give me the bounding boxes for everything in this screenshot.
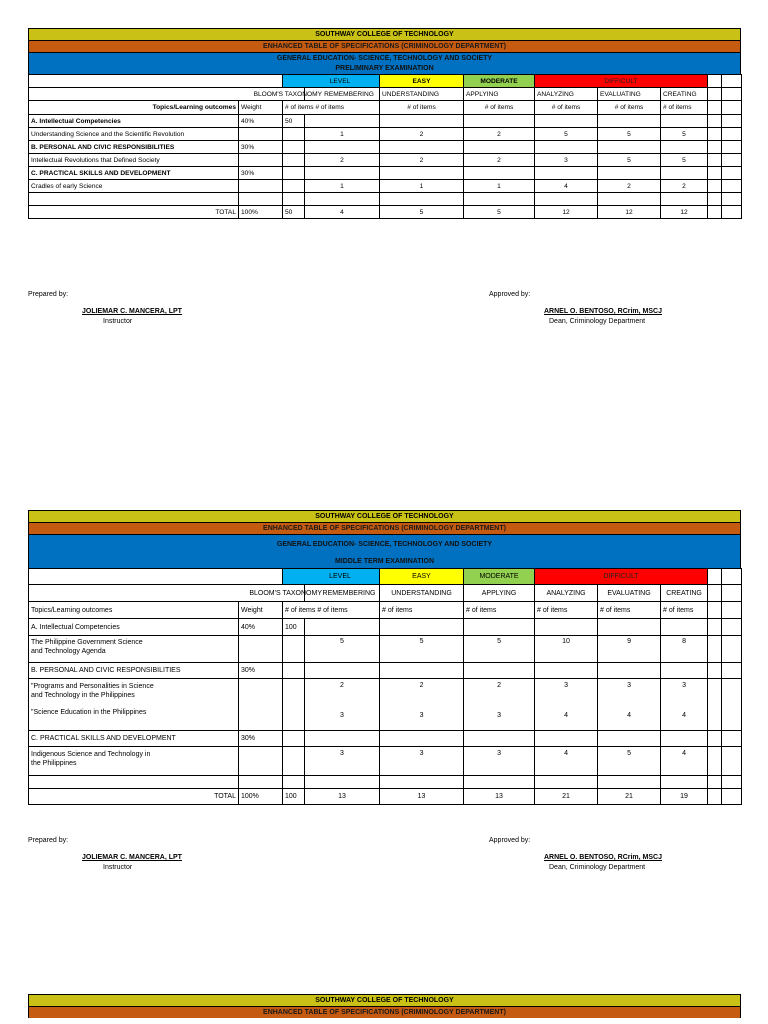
evaluating-header: EVALUATING [598,88,661,101]
creating-cell: 2 [661,180,708,193]
prepared-by-label: Prepared by: [28,837,69,844]
weight-header: Weight [239,602,283,619]
remembering-cell: 1 [305,180,380,193]
total-weight: 100% [239,206,283,219]
approved-by-title: Dean, Criminology Department [549,864,646,871]
prepared-by-label: Prepared by: [28,291,69,298]
applying-header: APPLYING [464,88,535,101]
topics-header: Topics/Learning outcomes [29,602,239,619]
remembering-header: REMEMBERING [305,88,380,101]
prepared-by-title: Instructor [103,864,133,871]
total-understanding: 13 [380,789,464,805]
items-header: # of items # of items [283,602,380,619]
applying-cell: 2 [464,154,535,167]
understanding-cell: 2 [380,128,464,141]
items-header: # of items [598,602,661,619]
understanding-cell: 3 [380,747,464,776]
remembering-header: REMEMBERING [305,585,380,602]
school-name-band: SOUTHWAY COLLEGE OF TECHNOLOGY [28,994,741,1006]
analyzing-header: ANALYZING [535,88,598,101]
school-name-band: SOUTHWAY COLLEGE OF TECHNOLOGY [28,28,741,40]
course-title: GENERAL EDUCATION- SCIENCE, TECHNOLOGY AND SOCIETY [276,55,493,62]
spacer-row [29,193,742,206]
course-band [28,52,741,74]
level-row [29,569,742,585]
table-row [29,663,742,679]
weight-cell: 40% [239,619,283,636]
approved-by-name: ARNEL O. BENTOSO, RCrim, MSCJ [544,854,662,861]
table-row [29,180,742,193]
topic-cell: Cradles of early Science [29,180,239,193]
topic-cell: B. PERSONAL AND CIVIC RESPONSIBILITIES [29,141,239,154]
approved-by-label: Approved by: [489,837,531,844]
remembering-cell: 2 [305,154,380,167]
tos-title-band: ENHANCED TABLE OF SPECIFICATIONS (CRIMINOLOGY DEPARTMENT) [28,522,741,534]
total-analyzing: 21 [535,789,598,805]
remembering-cell: 1 [305,128,380,141]
prelim-table [28,74,742,219]
weight-cell: 40% [239,115,283,128]
topic-cell: Understanding Science and the Scientific Revolution [29,128,239,141]
weight-cell: 30% [239,663,283,679]
table-row [29,141,742,154]
creating-cell: 3 4 [661,679,708,731]
table-row [29,128,742,141]
remembering-cell: 2 3 [305,679,380,731]
total-row [29,789,742,805]
table-row [29,731,742,747]
total-items: 100 [283,789,305,805]
weight-cell: 30% [239,167,283,180]
column-header-row [29,101,742,115]
items-header: # of items [535,101,598,115]
blooms-label: BLOOM'S TAXONOMY [29,88,305,101]
weight-header: Weight [239,101,283,115]
analyzing-header: ANALYZING [535,585,598,602]
analyzing-cell: 3 4 [535,679,598,731]
creating-cell: 4 [661,747,708,776]
topic-cell: Intellectual Revolutions that Defined Society [29,154,239,167]
total-creating: 19 [661,789,708,805]
evaluating-cell: 9 [598,636,661,663]
items-header: # of items [661,602,708,619]
remembering-cell: 3 [305,747,380,776]
topic-cell: C. PRACTICAL SKILLS AND DEVELOPMENT [29,167,239,180]
items-header: # of items [464,602,535,619]
creating-cell: 5 [661,128,708,141]
evaluating-cell: 5 [598,747,661,776]
topics-header: Topics/Learning outcomes [29,101,239,115]
total-evaluating: 12 [598,206,661,219]
topic-cell: B. PERSONAL AND CIVIC RESPONSIBILITIES [29,663,239,679]
total-creating: 12 [661,206,708,219]
approved-by-title: Dean, Criminology Department [549,318,646,325]
topic-cell: Indigenous Science and Technology in the Philippines [29,747,239,776]
analyzing-cell: 5 [535,128,598,141]
applying-cell: 2 3 [464,679,535,731]
tos-title-band: ENHANCED TABLE OF SPECIFICATIONS (CRIMINOLOGY DEPARTMENT) [28,40,741,52]
tos-title-band: ENHANCED TABLE OF SPECIFICATIONS (CRIMINOLOGY DEPARTMENT) [28,1006,741,1018]
total-applying: 13 [464,789,535,805]
topic-cell: A. Intellectual Competencies [29,619,239,636]
understanding-cell: 5 [380,636,464,663]
course-title: GENERAL EDUCATION- SCIENCE, TECHNOLOGY AND SOCIETY [276,541,493,548]
midterm-table [28,568,742,805]
creating-cell: 5 [661,154,708,167]
understanding-cell: 2 3 [380,679,464,731]
blooms-label: BLOOM'S TAXONOMY [29,585,305,602]
items-header: # of items [380,101,464,115]
table-row [29,115,742,128]
school-name-band: SOUTHWAY COLLEGE OF TECHNOLOGY [28,510,741,522]
easy-label: EASY [380,569,464,585]
analyzing-cell: 10 [535,636,598,663]
exam-title: MIDDLE TERM EXAMINATION [334,558,435,565]
remembering-cell: 5 [305,636,380,663]
table-row [29,619,742,636]
creating-header: CREATING [661,88,708,101]
taxonomy-row [29,585,742,602]
table-row [29,154,742,167]
items-cell: 50 [283,115,305,128]
evaluating-cell: 5 [598,154,661,167]
weight-cell: 30% [239,731,283,747]
spacer-row [29,776,742,789]
topic-cell: The Philippine Government Science and Technology Agenda [29,636,239,663]
approved-by-label: Approved by: [489,291,531,298]
level-label: LEVEL [283,569,380,585]
items-header: # of items [661,101,708,115]
applying-cell: 1 [464,180,535,193]
total-applying: 5 [464,206,535,219]
items-header: # of items [464,101,535,115]
applying-cell: 5 [464,636,535,663]
table-row [29,636,742,663]
items-header: # of items # of items [283,101,380,115]
analyzing-cell: 4 [535,747,598,776]
items-header: # of items [535,602,598,619]
items-cell: 100 [283,619,305,636]
understanding-header: UNDERSTANDING [380,88,464,101]
total-items: 50 [283,206,305,219]
table-row [29,167,742,180]
analyzing-cell: 4 [535,180,598,193]
total-label: TOTAL [29,206,239,219]
topic-cell: "Programs and Personalities in Science and Technology in the Philippines "Science Education in the Philippines [29,679,239,731]
understanding-header: UNDERSTANDING [380,585,464,602]
applying-cell: 3 [464,747,535,776]
items-header: # of items [380,602,464,619]
final-sheet-header [28,994,741,1018]
difficult-label: DIFFICULT [535,75,708,88]
topic-cell: A. Intellectual Competencies [29,115,239,128]
evaluating-header: EVALUATING [598,585,661,602]
taxonomy-row [29,88,742,101]
course-band [28,534,741,568]
level-label: LEVEL [283,75,380,88]
total-evaluating: 21 [598,789,661,805]
analyzing-cell: 3 [535,154,598,167]
creating-cell: 8 [661,636,708,663]
evaluating-cell: 2 [598,180,661,193]
prelim-sheet [28,28,741,219]
creating-header: CREATING [661,585,708,602]
total-label: TOTAL [29,789,239,805]
approved-by-name: ARNEL O. BENTOSO, RCrim, MSCJ [544,308,662,315]
total-weight: 100% [239,789,283,805]
applying-cell: 2 [464,128,535,141]
understanding-cell: 1 [380,180,464,193]
weight-cell: 30% [239,141,283,154]
understanding-cell: 2 [380,154,464,167]
exam-title: PRELIMINARY EXAMINATION [335,65,434,72]
prepared-by-name: JOLIEMAR C. MANCERA, LPT [82,308,182,315]
easy-label: EASY [380,75,464,88]
midterm-sheet [28,510,741,805]
total-remembering: 4 [305,206,380,219]
total-row [29,206,742,219]
evaluating-cell: 3 4 [598,679,661,731]
items-header: # of items [598,101,661,115]
level-row [29,75,742,88]
prepared-by-name: JOLIEMAR C. MANCERA, LPT [82,854,182,861]
evaluating-cell: 5 [598,128,661,141]
table-row [29,679,742,731]
prepared-by-title: Instructor [103,318,133,325]
moderate-label: MODERATE [464,75,535,88]
moderate-label: MODERATE [464,569,535,585]
difficult-label: DIFFICULT [535,569,708,585]
total-analyzing: 12 [535,206,598,219]
topic-cell: C. PRACTICAL SKILLS AND DEVELOPMENT [29,731,239,747]
applying-header: APPLYING [464,585,535,602]
table-row [29,747,742,776]
column-header-row [29,602,742,619]
total-remembering: 13 [305,789,380,805]
total-understanding: 5 [380,206,464,219]
